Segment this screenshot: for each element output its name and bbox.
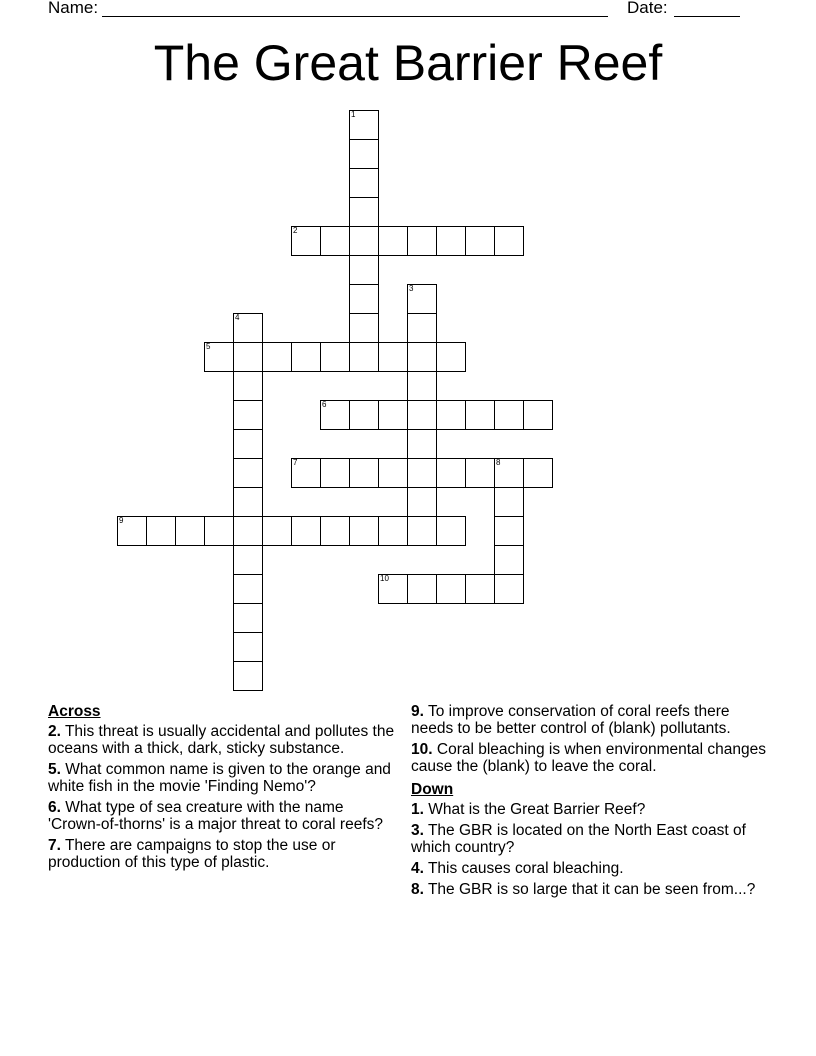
clue-text: What type of sea creature with the name 'Crown-of-thorns' is a major threat to coral reefs? [48, 799, 383, 833]
grid-cell[interactable] [233, 342, 263, 372]
grid-cell[interactable] [349, 342, 379, 372]
grid-cell[interactable] [349, 313, 379, 343]
clue-across-2 [48, 723, 400, 757]
grid-cell[interactable] [233, 400, 263, 430]
clue-number-label: 8 [496, 458, 501, 467]
clue-number-label: 1 [351, 110, 356, 119]
clue-number: 6. [48, 799, 61, 816]
grid-cell[interactable] [233, 371, 263, 401]
grid-cell[interactable] [407, 342, 437, 372]
grid-cell[interactable] [378, 574, 408, 604]
clue-down-1 [411, 801, 771, 818]
clue-text: To improve conservation of coral reefs there needs to be better control of (blank) pollutants. [411, 703, 731, 737]
clue-text: The GBR is so large that it can be seen from...? [427, 881, 756, 898]
clue-number-label: 10 [380, 574, 389, 583]
grid-cell[interactable] [349, 139, 379, 169]
grid-cell[interactable] [407, 487, 437, 517]
grid-cell[interactable] [407, 313, 437, 343]
grid-cell[interactable] [262, 342, 292, 372]
clue-number-label: 2 [293, 226, 298, 235]
grid-cell[interactable] [378, 342, 408, 372]
grid-cell[interactable] [233, 458, 263, 488]
grid-cell[interactable] [291, 458, 321, 488]
grid-cell[interactable] [465, 458, 495, 488]
grid-cell[interactable] [204, 516, 234, 546]
grid-cell[interactable] [494, 458, 524, 488]
grid-cell[interactable] [436, 342, 466, 372]
grid-cell[interactable] [320, 516, 350, 546]
grid-cell[interactable] [349, 255, 379, 285]
clue-number: 3. [411, 822, 424, 839]
grid-cell[interactable] [204, 342, 234, 372]
page-title: The Great Barrier Reef [153, 35, 663, 91]
grid-cell[interactable] [465, 400, 495, 430]
clue-down-8 [411, 881, 771, 898]
grid-cell[interactable] [494, 487, 524, 517]
clue-number-label: 5 [206, 342, 211, 351]
grid-cell[interactable] [320, 342, 350, 372]
grid-cell[interactable] [320, 226, 350, 256]
grid-cell[interactable] [436, 400, 466, 430]
grid-cell[interactable] [407, 429, 437, 459]
grid-cell[interactable] [378, 516, 408, 546]
grid-cell[interactable] [436, 226, 466, 256]
clue-number: 10. [411, 741, 433, 758]
clues-column-left [48, 703, 400, 875]
clue-text: This threat is usually accidental and pollutes the oceans with a thick, dark, sticky substance. [48, 723, 395, 757]
clue-number-label: 6 [322, 400, 327, 409]
grid-cell[interactable] [320, 458, 350, 488]
clue-number-label: 4 [235, 313, 240, 322]
grid-cell[interactable] [494, 226, 524, 256]
grid-cell[interactable] [407, 284, 437, 314]
clue-text: There are campaigns to stop the use or production of this type of plastic. [48, 837, 336, 871]
clue-text: What common name is given to the orange and white fish in the movie 'Finding Nemo'? [48, 761, 391, 795]
clue-number-label: 9 [119, 516, 124, 525]
clue-down-3 [411, 822, 771, 856]
clue-across-7 [48, 837, 400, 871]
grid-cell[interactable] [349, 458, 379, 488]
grid-cell[interactable] [436, 458, 466, 488]
grid-cell[interactable] [407, 458, 437, 488]
grid-cell[interactable] [465, 226, 495, 256]
grid-cell[interactable] [349, 168, 379, 198]
grid-cell[interactable] [407, 574, 437, 604]
grid-cell[interactable] [378, 226, 408, 256]
grid-cell[interactable] [494, 545, 524, 575]
grid-cell[interactable] [233, 574, 263, 604]
down-heading: Down [411, 781, 454, 798]
grid-cell[interactable] [407, 400, 437, 430]
clue-number-label: 7 [293, 458, 298, 467]
grid-cell[interactable] [233, 516, 263, 546]
clue-across-5 [48, 761, 400, 795]
clue-number: 7. [48, 837, 61, 854]
clue-number-label: 3 [409, 284, 414, 293]
grid-cell[interactable] [233, 487, 263, 517]
clue-across-9 [411, 703, 771, 737]
clue-number: 5. [48, 761, 61, 778]
grid-cell[interactable] [175, 516, 205, 546]
grid-cell[interactable] [233, 313, 263, 343]
clue-number: 4. [411, 860, 424, 877]
grid-cell[interactable] [291, 516, 321, 546]
grid-cell[interactable] [117, 516, 147, 546]
grid-cell[interactable] [233, 603, 263, 633]
grid-cell[interactable] [407, 371, 437, 401]
grid-cell[interactable] [349, 110, 379, 140]
clue-across-6 [48, 799, 400, 833]
grid-cell[interactable] [320, 400, 350, 430]
grid-cell[interactable] [233, 661, 263, 691]
grid-cell[interactable] [291, 226, 321, 256]
date-label: Date: [627, 0, 668, 17]
clue-number: 2. [48, 723, 61, 740]
grid-cell[interactable] [436, 574, 466, 604]
grid-cell[interactable] [378, 458, 408, 488]
grid-cell[interactable] [349, 516, 379, 546]
grid-cell[interactable] [465, 574, 495, 604]
grid-cell[interactable] [349, 226, 379, 256]
grid-cell[interactable] [378, 400, 408, 430]
clue-text: What is the Great Barrier Reef? [428, 801, 646, 818]
clue-text: Coral bleaching is when environmental changes cause the (blank) to leave the coral. [411, 741, 767, 775]
clue-number: 8. [411, 881, 424, 898]
clue-text: This causes coral bleaching. [427, 860, 624, 877]
across-heading: Across [48, 703, 101, 720]
grid-cell[interactable] [494, 516, 524, 546]
clue-text: The GBR is located on the North East coast of which country? [411, 822, 746, 856]
clues-column-right [411, 703, 771, 902]
name-label: Name: [48, 0, 99, 17]
grid-cell[interactable] [349, 197, 379, 227]
grid-cell[interactable] [146, 516, 176, 546]
grid-cell[interactable] [233, 632, 263, 662]
grid-cell[interactable] [291, 342, 321, 372]
clue-number: 9. [411, 703, 424, 720]
grid-cell[interactable] [523, 400, 553, 430]
clue-number: 1. [411, 801, 424, 818]
grid-cell[interactable] [494, 574, 524, 604]
grid-cell[interactable] [407, 516, 437, 546]
clue-across-10 [411, 741, 771, 775]
clue-down-4 [411, 860, 771, 877]
grid-cell[interactable] [233, 429, 263, 459]
grid-cell[interactable] [349, 400, 379, 430]
grid-cell[interactable] [436, 516, 466, 546]
grid-cell[interactable] [523, 458, 553, 488]
grid-cell[interactable] [233, 545, 263, 575]
grid-cell[interactable] [349, 284, 379, 314]
grid-cell[interactable] [262, 516, 292, 546]
grid-cell[interactable] [407, 226, 437, 256]
grid-cell[interactable] [494, 400, 524, 430]
